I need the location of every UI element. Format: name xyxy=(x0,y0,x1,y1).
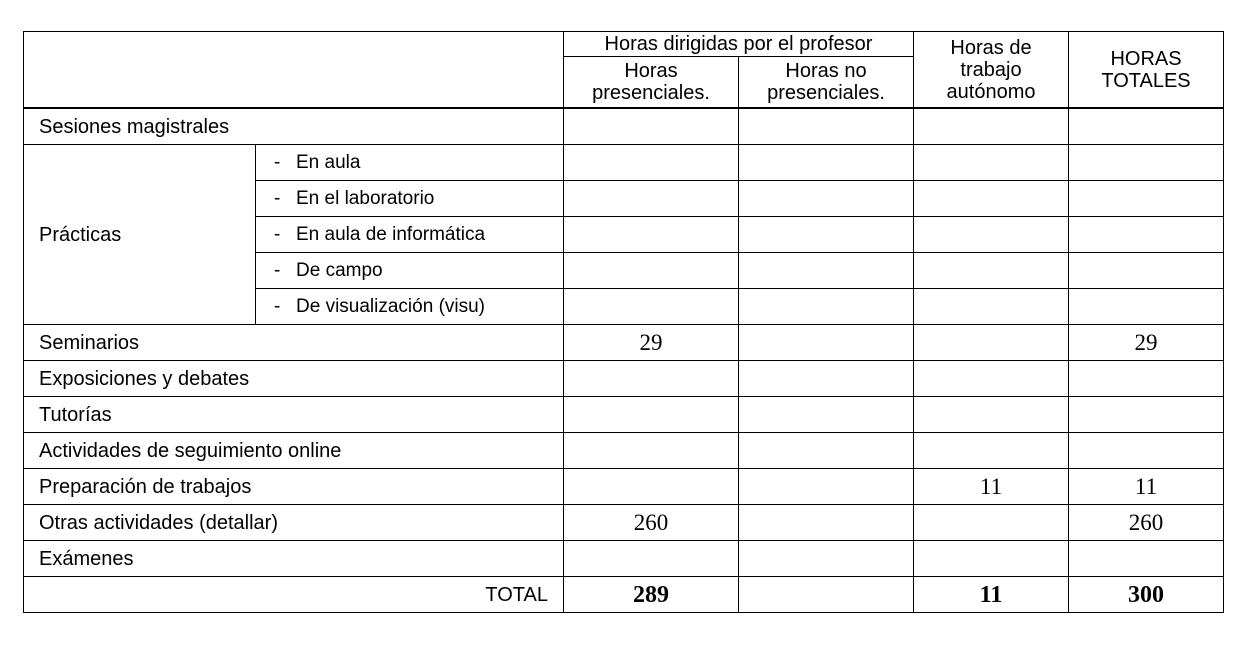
cell-presenciales xyxy=(564,253,739,289)
cell-no-presenciales xyxy=(739,181,914,217)
cell-autonomo xyxy=(914,289,1069,325)
header-no-presenciales-text: Horas no presenciales. xyxy=(767,60,885,104)
cell-autonomo xyxy=(914,433,1069,469)
subrow-text: De visualización (visu) xyxy=(296,295,486,317)
header-group-professor: Horas dirigidas por el profesor xyxy=(564,32,914,57)
header-autonomo xyxy=(914,32,1069,109)
cell-autonomo xyxy=(914,217,1069,253)
cell-no-presenciales xyxy=(739,145,914,181)
cell-no-presenciales xyxy=(739,325,914,361)
total-autonomo: 11 xyxy=(914,577,1069,613)
row-label: Sesiones magistrales xyxy=(24,108,564,145)
total-totales: 300 xyxy=(1069,577,1224,613)
table-row-examenes xyxy=(24,541,1224,577)
total-no-presenciales xyxy=(739,577,914,613)
row-label: Actividades de seguimiento online xyxy=(24,433,564,469)
cell-totales xyxy=(1069,217,1224,253)
header-empty-cell xyxy=(24,32,564,109)
dash-marker: - xyxy=(274,187,281,209)
cell-autonomo xyxy=(914,325,1069,361)
cell-no-presenciales xyxy=(739,361,914,397)
cell-totales xyxy=(1069,145,1224,181)
cell-autonomo xyxy=(914,505,1069,541)
cell-presenciales xyxy=(564,289,739,325)
header-presenciales xyxy=(564,57,739,109)
table-row-otras xyxy=(24,505,1224,541)
cell-totales xyxy=(1069,253,1224,289)
cell-no-presenciales xyxy=(739,397,914,433)
cell-autonomo xyxy=(914,541,1069,577)
row-label: Exámenes xyxy=(24,541,564,577)
table-row-seminarios xyxy=(24,325,1224,361)
cell-presenciales xyxy=(564,433,739,469)
hours-distribution-table xyxy=(23,31,1224,613)
row-label-practicas: Prácticas xyxy=(24,145,256,325)
total-presenciales: 289 xyxy=(564,577,739,613)
subrow-text: En aula xyxy=(296,151,361,173)
header-totales-text: HORAS TOTALES xyxy=(1101,47,1191,92)
row-label: Otras actividades (detallar) xyxy=(24,505,564,541)
cell-autonomo xyxy=(914,253,1069,289)
cell-no-presenciales xyxy=(739,505,914,541)
cell-autonomo xyxy=(914,397,1069,433)
subrow-label xyxy=(256,253,564,289)
cell-no-presenciales xyxy=(739,253,914,289)
table-row-sesiones xyxy=(24,108,1224,145)
cell-autonomo xyxy=(914,145,1069,181)
cell-totales xyxy=(1069,289,1224,325)
cell-no-presenciales xyxy=(739,541,914,577)
cell-no-presenciales xyxy=(739,469,914,505)
table-row-preparacion xyxy=(24,469,1224,505)
table-row-tutorias xyxy=(24,397,1224,433)
cell-totales xyxy=(1069,181,1224,217)
dash-marker: - xyxy=(274,295,281,317)
table-row-practicas-aula xyxy=(24,145,1224,181)
cell-totales xyxy=(1069,108,1224,145)
cell-presenciales xyxy=(564,397,739,433)
table-row-exposiciones xyxy=(24,361,1224,397)
cell-no-presenciales xyxy=(739,108,914,145)
table-row-online xyxy=(24,433,1224,469)
cell-presenciales xyxy=(564,108,739,145)
cell-totales: 29 xyxy=(1069,325,1224,361)
cell-no-presenciales xyxy=(739,217,914,253)
cell-autonomo xyxy=(914,361,1069,397)
header-no-presenciales xyxy=(739,57,914,109)
total-label: TOTAL xyxy=(24,577,564,613)
cell-totales xyxy=(1069,361,1224,397)
subrow-text: En el laboratorio xyxy=(296,187,435,209)
cell-presenciales xyxy=(564,217,739,253)
subrow-text: De campo xyxy=(296,259,383,281)
row-label: Tutorías xyxy=(24,397,564,433)
cell-presenciales xyxy=(564,145,739,181)
dash-marker: - xyxy=(274,259,281,281)
header-autonomo-text: Horas de trabajo autónomo xyxy=(946,36,1036,103)
cell-no-presenciales xyxy=(739,433,914,469)
subrow-label xyxy=(256,289,564,325)
dash-marker: - xyxy=(274,223,281,245)
cell-autonomo: 11 xyxy=(914,469,1069,505)
row-label: Seminarios xyxy=(24,325,564,361)
cell-presenciales xyxy=(564,181,739,217)
cell-presenciales: 29 xyxy=(564,325,739,361)
subrow-text: En aula de informática xyxy=(296,223,486,245)
subrow-label xyxy=(256,145,564,181)
dash-marker: - xyxy=(274,151,281,173)
cell-totales xyxy=(1069,541,1224,577)
cell-totales xyxy=(1069,433,1224,469)
header-presenciales-text: Horas presenciales. xyxy=(592,60,710,104)
cell-autonomo xyxy=(914,181,1069,217)
cell-presenciales: 260 xyxy=(564,505,739,541)
cell-totales: 11 xyxy=(1069,469,1224,505)
header-row-1 xyxy=(24,32,1224,57)
cell-no-presenciales xyxy=(739,289,914,325)
cell-presenciales xyxy=(564,469,739,505)
cell-totales xyxy=(1069,397,1224,433)
table-row-total xyxy=(24,577,1224,613)
cell-presenciales xyxy=(564,541,739,577)
row-label: Exposiciones y debates xyxy=(24,361,564,397)
subrow-label xyxy=(256,181,564,217)
subrow-label xyxy=(256,217,564,253)
cell-presenciales xyxy=(564,361,739,397)
row-label: Preparación de trabajos xyxy=(24,469,564,505)
cell-autonomo xyxy=(914,108,1069,145)
cell-totales: 260 xyxy=(1069,505,1224,541)
header-totales xyxy=(1069,32,1224,109)
